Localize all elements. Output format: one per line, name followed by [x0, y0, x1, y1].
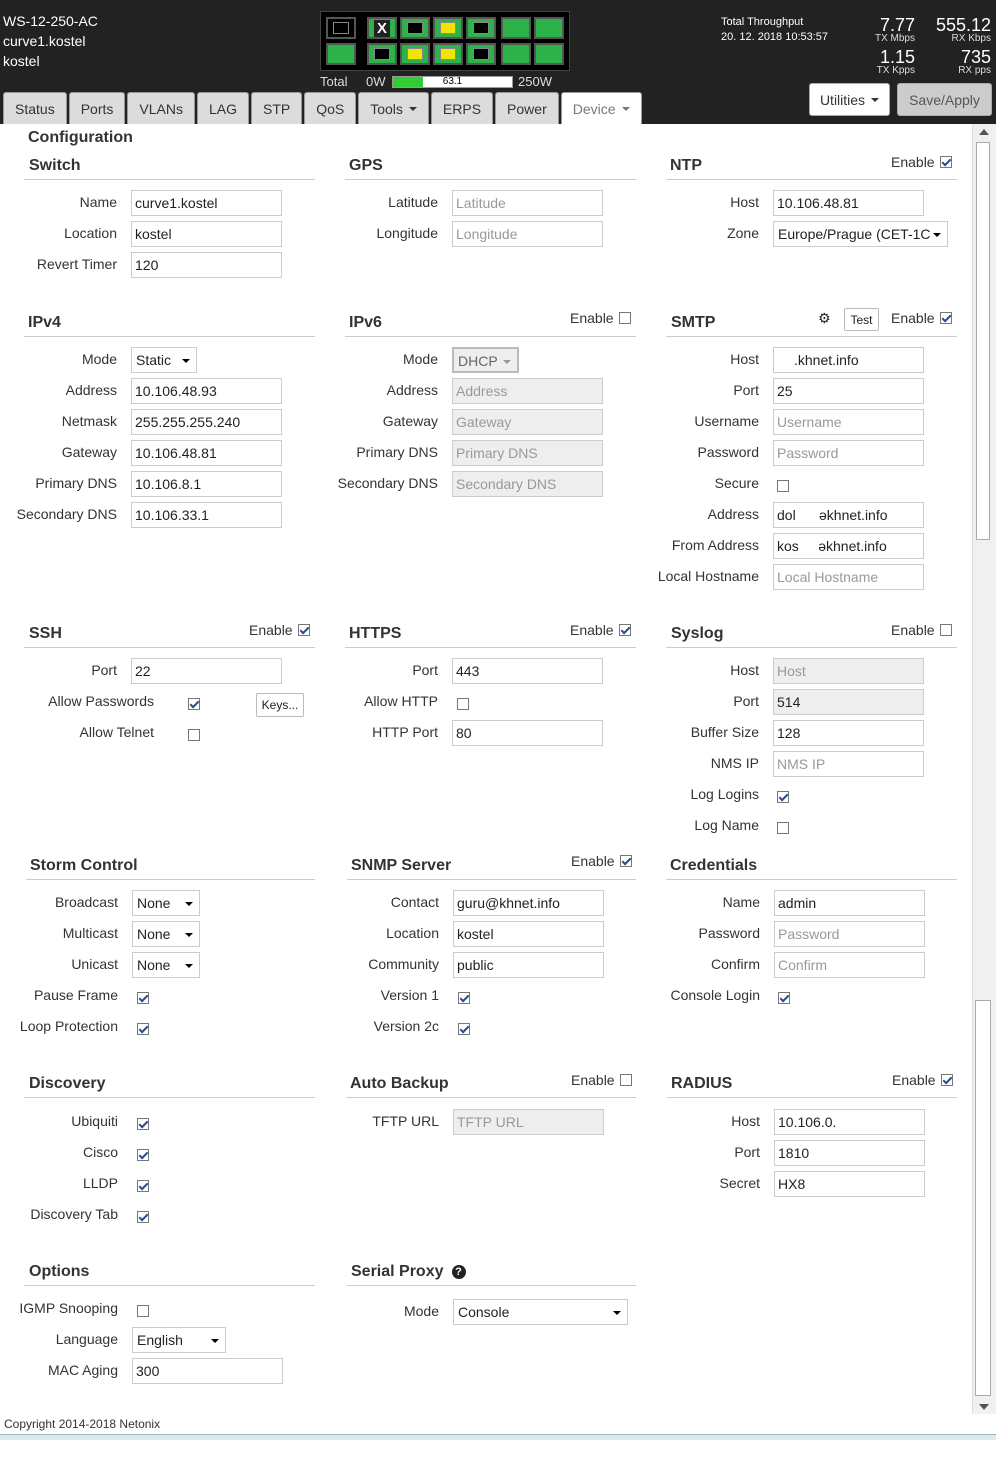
utilities-button[interactable]	[809, 83, 890, 116]
https-port-input[interactable]: 443	[452, 658, 603, 684]
port-8[interactable]	[433, 43, 463, 65]
snmp-title: SNMP Server	[351, 857, 452, 874]
cisco-label: Cisco	[82, 1144, 118, 1160]
smtp-enable[interactable]	[891, 310, 952, 326]
port-5[interactable]	[400, 17, 430, 39]
radius-secret-input[interactable]: HX8	[774, 1171, 925, 1197]
cisco-checkbox[interactable]	[137, 1149, 149, 1161]
language-value: English	[137, 1332, 183, 1348]
main-tabs	[3, 92, 642, 124]
caret-down-icon	[871, 98, 879, 102]
cred-name-label: Name	[722, 894, 760, 910]
enable-label: Enable	[570, 622, 614, 638]
ssh-port-input[interactable]: 22	[131, 658, 282, 684]
ipv4-mode-select[interactable]	[131, 347, 197, 373]
ntp-zone-value: Europe/Prague (CET-1C	[778, 226, 931, 242]
auto-backup-title: Auto Backup	[350, 1075, 449, 1092]
snmp-v1-checkbox[interactable]	[458, 992, 470, 1004]
tab-ports[interactable]: Ports	[69, 92, 126, 124]
port-10[interactable]	[466, 43, 496, 65]
buffer-size-label: Buffer Size	[690, 724, 759, 740]
smtp-test-button[interactable]: Test	[844, 308, 879, 331]
enable-label: Enable	[891, 622, 935, 638]
port-panel	[320, 11, 570, 71]
port-13[interactable]	[534, 17, 564, 39]
port-11[interactable]	[501, 17, 531, 39]
loop-protection-label: Loop Protection	[19, 1018, 118, 1034]
port-6[interactable]	[400, 43, 430, 65]
enable-label: Enable	[892, 1072, 936, 1088]
smtp-from-input[interactable]: kos əkhnet.info	[773, 533, 924, 559]
tab-tools-label: Tools	[370, 100, 403, 117]
stat-unit: TX Mbps	[874, 33, 915, 44]
lldp-checkbox[interactable]	[137, 1180, 149, 1192]
footer-copyright: Copyright 2014-2018 Netonix	[4, 1417, 161, 1431]
language-select[interactable]	[132, 1327, 226, 1353]
snmp-v1-label: Version 1	[380, 987, 439, 1003]
tab-device-label: Device	[572, 100, 616, 117]
tab-stp[interactable]: STP	[251, 92, 302, 124]
smtp-secure-label: Secure	[714, 475, 759, 491]
syslog-enable[interactable]	[891, 622, 952, 638]
snmp-community-input[interactable]: public	[453, 952, 604, 978]
mac-aging-input[interactable]: 300	[132, 1358, 283, 1384]
caret-down-icon	[185, 933, 193, 937]
ssh-keys-button[interactable]: Keys...	[256, 693, 304, 717]
serial-mode-select[interactable]	[453, 1299, 628, 1325]
caret-down-icon	[503, 360, 511, 364]
latitude-input[interactable]: Latitude	[452, 190, 603, 216]
cred-password-input[interactable]: Password	[774, 921, 925, 947]
https-title: HTTPS	[349, 625, 402, 642]
ipv4-gateway-label: Gateway	[61, 444, 117, 460]
divider	[667, 1097, 957, 1098]
enable-label: Enable	[891, 310, 935, 326]
smtp-password-input[interactable]: Password	[773, 440, 924, 466]
divider	[346, 1097, 636, 1098]
divider	[666, 647, 957, 648]
allow-telnet-checkbox[interactable]	[188, 729, 200, 741]
radius-host-label: Host	[731, 1113, 760, 1129]
serial-proxy-title	[351, 1263, 466, 1281]
broadcast-select[interactable]	[132, 890, 200, 916]
http-port-label: HTTP Port	[372, 724, 438, 740]
serial-proxy-title-text: Serial Proxy	[351, 1263, 444, 1280]
enable-label: Enable	[571, 1072, 615, 1088]
stat-unit: RX pps	[958, 65, 991, 76]
pause-frame-checkbox[interactable]	[137, 992, 149, 1004]
ipv4-address-input[interactable]: 10.106.48.93	[131, 378, 282, 404]
page-title: Configuration	[28, 129, 133, 146]
enable-label: Enable	[570, 310, 614, 326]
cred-confirm-input[interactable]: Confirm	[774, 952, 925, 978]
ipv4-secondary-dns-label: Secondary DNS	[16, 506, 117, 522]
snmp-location-input[interactable]: kostel	[453, 921, 604, 947]
smtp-password-label: Password	[697, 444, 759, 460]
serial-mode-label: Mode	[403, 1303, 439, 1319]
smtp-username-label: Username	[694, 413, 759, 429]
unicast-label: Unicast	[71, 956, 118, 972]
ubiquiti-label: Ubiquiti	[71, 1113, 118, 1129]
auto-backup-enable-checkbox[interactable]	[620, 1074, 632, 1086]
ipv6-enable[interactable]	[570, 310, 631, 326]
snmp-contact-label: Contact	[390, 894, 439, 910]
longitude-input[interactable]: Longitude	[452, 221, 603, 247]
snmp-enable[interactable]	[571, 853, 632, 869]
scroll-down-icon[interactable]	[979, 1404, 989, 1410]
syslog-title: Syslog	[671, 625, 724, 642]
power-min: 0W	[366, 74, 386, 89]
syslog-host-label: Host	[730, 662, 759, 678]
divider	[347, 1285, 636, 1286]
smtp-local-hostname-label: Local Hostname	[657, 568, 759, 584]
log-logins-checkbox[interactable]	[777, 791, 789, 803]
ipv6-mode-label: Mode	[402, 351, 438, 367]
stat-value: 1.15	[879, 47, 915, 67]
ipv4-address-label: Address	[65, 382, 117, 398]
allow-http-checkbox[interactable]	[457, 698, 469, 710]
smtp-username-input[interactable]: Username	[773, 409, 924, 435]
ssh-port-label: Port	[91, 662, 117, 678]
ipv4-mode-value: Static	[136, 352, 172, 368]
allow-http-label: Allow HTTP	[364, 693, 438, 709]
snmp-community-label: Community	[368, 956, 439, 972]
power-current: 63.1	[442, 76, 463, 87]
https-port-label: Port	[412, 662, 438, 678]
stat-unit: RX Kbps	[951, 33, 991, 44]
tab-qos[interactable]: QoS	[304, 92, 356, 124]
caret-down-icon	[933, 233, 941, 237]
save-apply-button[interactable]: Save/Apply	[897, 83, 992, 116]
allow-telnet-label: Allow Telnet	[79, 724, 154, 740]
utilities-label: Utilities	[819, 91, 866, 108]
ipv4-mode-label: Mode	[81, 351, 117, 367]
caret-down-icon	[622, 107, 630, 111]
port-7[interactable]	[433, 17, 463, 39]
console-login-label: Console Login	[670, 987, 760, 1003]
caret-down-icon	[185, 964, 193, 968]
divider	[24, 1285, 315, 1286]
divider	[24, 1097, 315, 1098]
stat-value: 7.77	[879, 15, 915, 35]
cred-confirm-label: Confirm	[710, 956, 760, 972]
smtp-enable-checkbox[interactable]	[940, 312, 952, 324]
smtp-from-label: From Address	[671, 537, 759, 553]
allow-passwords-checkbox[interactable]	[188, 698, 200, 710]
radius-title: RADIUS	[671, 1075, 733, 1092]
throughput-title: Total Throughput	[721, 16, 804, 28]
snmp-enable-checkbox[interactable]	[620, 855, 632, 867]
power-total-label: Total	[320, 74, 348, 89]
http-port-input[interactable]: 80	[452, 720, 603, 746]
auto-backup-enable[interactable]	[571, 1072, 632, 1088]
smtp-address-input[interactable]: dol əkhnet.info	[773, 502, 924, 528]
multicast-label: Multicast	[62, 925, 118, 941]
smtp-secure-checkbox[interactable]	[777, 480, 789, 492]
port-14[interactable]	[534, 43, 564, 65]
ipv6-mode-value: DHCP	[458, 353, 498, 369]
tab-erps[interactable]: ERPS	[431, 92, 493, 124]
switch-title: Switch	[29, 157, 81, 174]
enable-label: Enable	[249, 622, 293, 638]
ipv6-address-label: Address	[386, 382, 438, 398]
switch-location-input[interactable]: kostel	[131, 221, 282, 247]
ipv6-enable-checkbox[interactable]	[619, 312, 631, 324]
cred-name-input[interactable]: admin	[774, 890, 925, 916]
loop-protection-checkbox[interactable]	[137, 1023, 149, 1035]
broadcast-value: None	[137, 895, 171, 911]
serial-mode-value: Console	[458, 1304, 510, 1320]
divider	[666, 879, 957, 880]
https-enable-checkbox[interactable]	[619, 624, 631, 636]
syslog-enable-checkbox[interactable]	[940, 624, 952, 636]
syslog-port-label: Port	[733, 693, 759, 709]
power-row	[320, 74, 570, 90]
port-1[interactable]	[326, 17, 356, 39]
log-logins-label: Log Logins	[690, 786, 759, 802]
scroll-thumb-secondary[interactable]	[975, 1000, 991, 1396]
radius-host-input[interactable]: 10.106.0.	[774, 1109, 925, 1135]
ipv6-address-input[interactable]: Address	[452, 378, 603, 404]
broadcast-label: Broadcast	[54, 894, 118, 910]
caret-down-icon	[182, 359, 190, 363]
ipv4-secondary-dns-input[interactable]: 10.106.33.1	[131, 502, 282, 528]
gear-icon[interactable]: ⚙	[818, 310, 831, 326]
port-9[interactable]	[466, 17, 496, 39]
language-label: Language	[55, 1331, 118, 1347]
radius-port-input[interactable]: 1810	[774, 1140, 925, 1166]
caret-down-icon	[185, 902, 193, 906]
lldp-label: LLDP	[82, 1175, 118, 1191]
ntp-zone-select[interactable]	[773, 221, 948, 247]
discovery-tab-label: Discovery Tab	[30, 1206, 118, 1222]
syslog-port-input[interactable]: 514	[773, 689, 924, 715]
tab-vlans[interactable]: VLANs	[127, 92, 195, 124]
options-title: Options	[29, 1263, 90, 1280]
divider	[347, 879, 636, 880]
help-icon[interactable]: ?	[452, 1265, 466, 1279]
log-name-checkbox[interactable]	[777, 822, 789, 834]
device-location: kostel	[3, 53, 40, 69]
stat-value: 735	[960, 47, 991, 67]
ssh-enable[interactable]	[249, 622, 310, 638]
throughput-timestamp: 20. 12. 2018 10:53:57	[721, 31, 829, 43]
tab-tools[interactable]	[358, 92, 429, 124]
https-enable[interactable]	[570, 622, 631, 638]
caret-down-icon	[211, 1339, 219, 1343]
tftp-url-input[interactable]: TFTP URL	[453, 1109, 604, 1135]
revert-timer-input[interactable]: 120	[131, 252, 282, 278]
window-bottom-edge	[0, 1434, 996, 1440]
radius-secret-label: Secret	[719, 1175, 760, 1191]
ipv4-primary-dns-input[interactable]: 10.106.8.1	[131, 471, 282, 497]
divider	[666, 336, 957, 337]
nms-ip-input[interactable]: NMS IP	[773, 751, 924, 777]
ssh-enable-checkbox[interactable]	[298, 624, 310, 636]
tab-device[interactable]	[561, 92, 642, 124]
log-name-label: Log Name	[694, 817, 759, 833]
ntp-enable-checkbox[interactable]	[940, 156, 952, 168]
igmp-snooping-checkbox[interactable]	[137, 1305, 149, 1317]
discovery-title: Discovery	[29, 1075, 106, 1092]
port-disabled-icon: X	[374, 20, 390, 37]
unicast-value: None	[137, 957, 171, 973]
longitude-label: Longitude	[376, 225, 438, 241]
scroll-thumb[interactable]	[976, 142, 990, 540]
smtp-host-input[interactable]: .khnet.info	[773, 347, 924, 373]
ipv6-title: IPv6	[349, 314, 382, 331]
stat-tx-kpps	[860, 48, 915, 76]
tab-power[interactable]: Power	[495, 92, 559, 124]
syslog-host-input[interactable]: Host	[773, 658, 924, 684]
throughput	[721, 15, 828, 45]
ipv4-title: IPv4	[28, 314, 61, 331]
device-config-panel	[0, 124, 972, 1434]
nms-ip-label: NMS IP	[710, 755, 759, 771]
ipv6-mode-select[interactable]	[452, 347, 519, 373]
caret-down-icon	[613, 1311, 621, 1315]
ntp-enable[interactable]	[891, 154, 952, 170]
ntp-host-label: Host	[730, 194, 759, 210]
allow-passwords-label: Allow Passwords	[48, 693, 154, 709]
enable-label: Enable	[571, 853, 615, 869]
cred-password-label: Password	[698, 925, 760, 941]
radius-port-label: Port	[734, 1144, 760, 1160]
smtp-port-label: Port	[733, 382, 759, 398]
smtp-local-hostname-input[interactable]: Local Hostname	[773, 564, 924, 590]
ipv6-gateway-input[interactable]: Gateway	[452, 409, 603, 435]
pause-frame-label: Pause Frame	[33, 987, 118, 1003]
tftp-url-label: TFTP URL	[372, 1113, 439, 1129]
switch-name-input[interactable]: curve1.kostel	[131, 190, 282, 216]
enable-label: Enable	[891, 154, 935, 170]
stat-rx-pps	[925, 48, 991, 76]
stat-tx-mbps	[860, 16, 915, 44]
smtp-address-label: Address	[707, 506, 759, 522]
power-bar	[392, 76, 513, 88]
console-login-checkbox[interactable]	[778, 992, 790, 1004]
device-info	[3, 11, 98, 71]
ntp-host-input[interactable]: 10.106.48.81	[773, 190, 924, 216]
smtp-title: SMTP	[671, 314, 716, 331]
ipv6-secondary-dns-label: Secondary DNS	[337, 475, 438, 491]
revert-timer-label: Revert Timer	[36, 256, 117, 272]
gps-title: GPS	[349, 157, 383, 174]
ipv4-gateway-input[interactable]: 10.106.48.81	[131, 440, 282, 466]
ipv6-gateway-label: Gateway	[382, 413, 438, 429]
power-max: 250W	[518, 74, 552, 89]
tab-lag[interactable]: LAG	[197, 92, 249, 124]
storm-control-title: Storm Control	[30, 857, 138, 874]
stat-rx-kbps	[925, 16, 991, 44]
divider	[26, 879, 315, 880]
discovery-tab-checkbox[interactable]	[137, 1211, 149, 1223]
divider	[666, 179, 957, 180]
port-3[interactable]	[367, 17, 397, 39]
snmp-contact-input[interactable]: guru@khnet.info	[453, 890, 604, 916]
ipv4-netmask-input[interactable]: 255.255.255.240	[131, 409, 282, 435]
ubiquiti-checkbox[interactable]	[137, 1118, 149, 1130]
divider	[24, 336, 315, 337]
ntp-title: NTP	[670, 157, 702, 174]
stat-unit: TX Kpps	[876, 65, 915, 76]
igmp-snooping-label: IGMP Snooping	[19, 1300, 118, 1316]
switch-name-label: Name	[79, 194, 117, 210]
multicast-value: None	[137, 926, 171, 942]
divider	[24, 179, 315, 180]
ipv6-secondary-dns-input[interactable]: Secondary DNS	[452, 471, 603, 497]
switch-location-label: Location	[64, 225, 117, 241]
unicast-select[interactable]	[132, 952, 200, 978]
smtp-port-input[interactable]: 25	[773, 378, 924, 404]
port-12[interactable]	[501, 43, 531, 65]
snmp-location-label: Location	[386, 925, 439, 941]
smtp-host-label: Host	[730, 351, 759, 367]
device-model: WS-12-250-AC	[3, 13, 98, 29]
tab-status[interactable]: Status	[3, 92, 67, 124]
mac-aging-label: MAC Aging	[47, 1362, 118, 1378]
device-name: curve1.kostel	[3, 33, 86, 49]
snmp-v2c-label: Version 2c	[373, 1018, 439, 1034]
divider	[345, 336, 636, 337]
vertical-scrollbar[interactable]	[972, 124, 996, 1414]
ntp-zone-label: Zone	[727, 225, 759, 241]
port-4[interactable]	[367, 43, 397, 65]
radius-enable-checkbox[interactable]	[941, 1074, 953, 1086]
radius-enable[interactable]	[892, 1072, 953, 1088]
buffer-size-input[interactable]: 128	[773, 720, 924, 746]
ipv6-primary-dns-label: Primary DNS	[356, 444, 438, 460]
scroll-up-icon[interactable]	[979, 129, 989, 135]
caret-down-icon	[409, 107, 417, 111]
multicast-select[interactable]	[132, 921, 200, 947]
divider	[24, 647, 315, 648]
ipv4-netmask-label: Netmask	[61, 413, 117, 429]
ipv6-primary-dns-input[interactable]: Primary DNS	[452, 440, 603, 466]
ipv4-primary-dns-label: Primary DNS	[35, 475, 117, 491]
header	[0, 0, 996, 124]
ssh-title: SSH	[29, 625, 62, 642]
divider	[345, 647, 636, 648]
divider	[345, 179, 636, 180]
credentials-title: Credentials	[670, 857, 758, 874]
stat-value: 555.12	[935, 15, 991, 35]
snmp-v2c-checkbox[interactable]	[458, 1023, 470, 1035]
latitude-label: Latitude	[388, 194, 438, 210]
port-2[interactable]	[326, 43, 356, 65]
